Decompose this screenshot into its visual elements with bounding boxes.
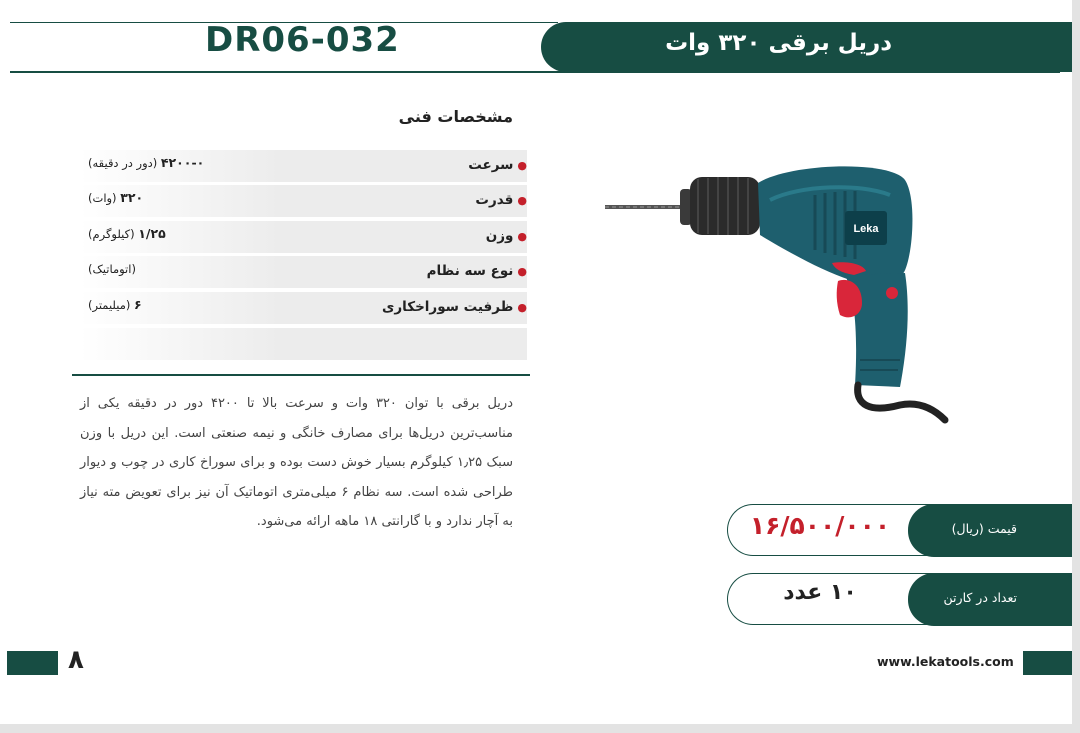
quantity-value: ۱۰ عدد	[783, 580, 857, 605]
specs-heading: مشخصات فنی	[398, 107, 513, 126]
page-shadow-bottom	[0, 724, 1080, 733]
price-label: قیمت (ریال)	[951, 521, 1017, 536]
price-box	[727, 504, 1072, 556]
product-description: دریل برقی با توان ۳۲۰ وات و سرعت بالا تا ۴۲۰۰ دور در دقیقه یکی از مناسب‌ترین دریل‌ها برای مصارف خانگی و نیمه صنعتی است. این دریل با وزن سبک ۱٫۲۵ کیلوگرم بسیار خوش دست بوده و برای سوراخ کاری در چوب و دیوار طراحی شده است. سه نظام ۶ میلی‌متری اتوماتیک آن نیز برای تعویض مته نیاز به آچار ندارد و با گارانتی ۱۸ ماهه ارائه می‌شود.	[80, 396, 513, 529]
footer-bar-left	[7, 651, 58, 675]
spec-unit: (وات)	[88, 191, 117, 205]
drill-cord	[858, 385, 945, 420]
spec-row-empty	[80, 328, 527, 360]
product-title: دریل برقی ۳۲۰ وات	[665, 30, 892, 56]
bullet-icon: ●	[517, 265, 527, 278]
page-number: ۸	[68, 645, 84, 675]
spec-unit: (میلیمتر)	[88, 298, 131, 312]
spec-row-speed	[80, 150, 527, 182]
spec-row-drilling-capacity	[80, 292, 527, 324]
spec-value: ۴۲۰۰-۰	[160, 155, 205, 170]
bullet-icon: ●	[517, 159, 527, 172]
footer-bar-right	[1023, 651, 1072, 675]
spec-row-weight	[80, 221, 527, 253]
bullet-icon: ●	[517, 194, 527, 207]
spec-label: قدرت	[475, 192, 514, 208]
spec-row-chuck-type	[80, 256, 527, 288]
spec-unit: (اتوماتیک)	[88, 262, 136, 276]
model-code: DR06-032	[205, 20, 400, 60]
drill-brand-text: Leka	[853, 223, 879, 235]
drill-chuck	[690, 177, 760, 235]
spec-unit: (دور در دقیقه)	[88, 156, 158, 170]
spec-label: نوع سه نظام	[426, 263, 514, 279]
spec-label: ظرفیت سوراخکاری	[382, 299, 514, 315]
specs-divider	[72, 374, 530, 376]
spec-label: وزن	[485, 228, 514, 244]
page-shadow-right	[1072, 0, 1080, 733]
quantity-box	[727, 573, 1072, 625]
spec-value: ۱/۲۵	[138, 226, 166, 241]
spec-value: ۶	[134, 297, 142, 312]
drill-product-image	[600, 155, 960, 435]
bullet-icon: ●	[517, 230, 527, 243]
price-value: ۱۶/۵۰۰/۰۰۰	[749, 511, 891, 540]
spec-value: ۳۲۰	[120, 190, 144, 205]
spec-row-power	[80, 185, 527, 217]
quantity-label: تعداد در کارتن	[943, 590, 1017, 605]
drill-lock-button	[886, 287, 898, 299]
spec-label: سرعت	[468, 157, 514, 173]
spec-unit: (کیلوگرم)	[88, 227, 135, 241]
website-link[interactable]: www.lekatools.com	[877, 654, 1014, 669]
bullet-icon: ●	[517, 301, 527, 314]
